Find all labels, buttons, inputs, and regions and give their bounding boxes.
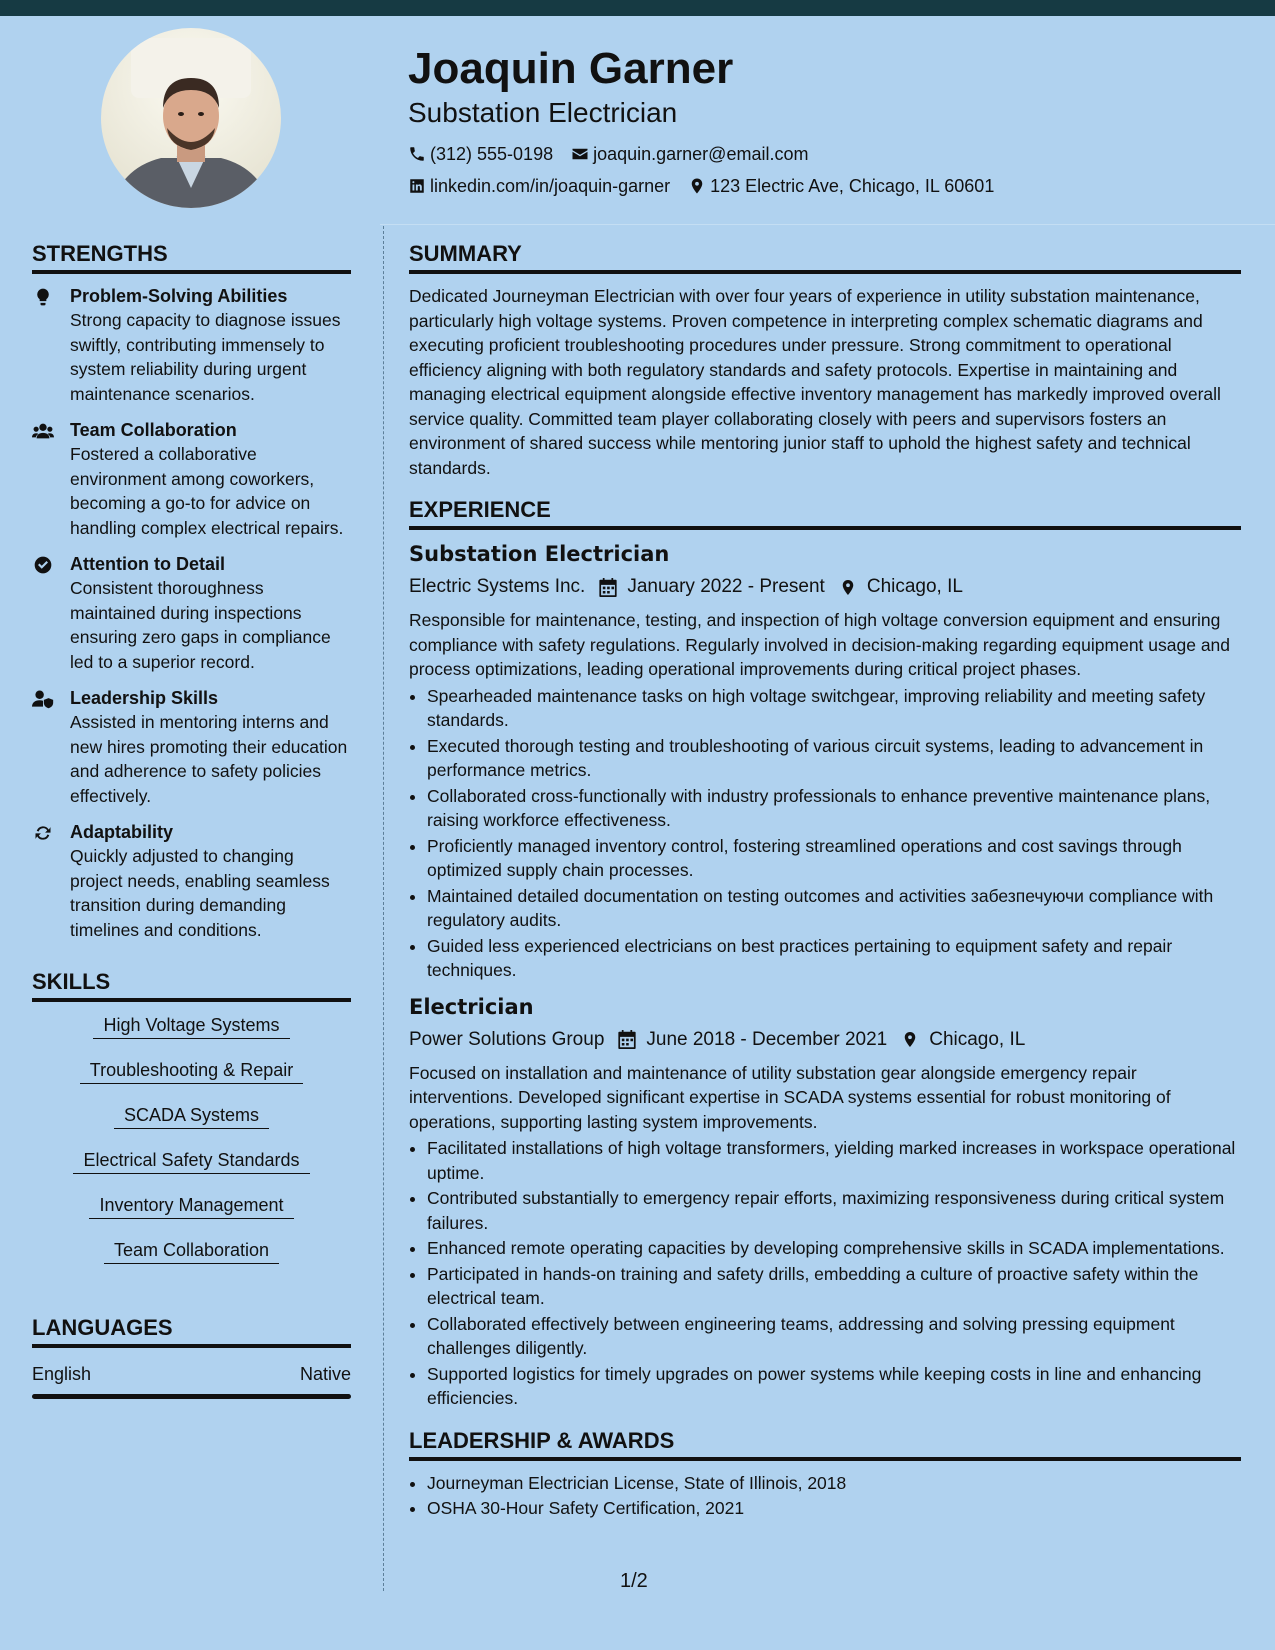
strength-item: [32, 686, 351, 808]
job-location: [901, 1025, 1025, 1055]
awards-list: [409, 1471, 1241, 1521]
skill-tag: Troubleshooting & Repair: [80, 1057, 303, 1084]
job-bullets: [409, 1136, 1241, 1411]
strength-desc: Quickly adjusted to changing project needs, enabling seamless transition during demanding timelines and conditions.: [70, 846, 330, 940]
skills-heading: SKILLS: [32, 966, 351, 1002]
strength-desc: Consistent thoroughness maintained during inspections ensuring zero gaps in compliance led to a superior record.: [70, 578, 331, 672]
phone-text: (312) 555-0198: [430, 144, 554, 164]
job-company: Electric Systems Inc.: [409, 576, 586, 597]
language-level: Native: [299, 1364, 351, 1384]
contact-row-2: [408, 170, 1248, 202]
job-dates-text: June 2018 - December 2021: [646, 1028, 888, 1050]
job-company: Power Solutions Group: [409, 1028, 605, 1050]
job-meta: [409, 1025, 1241, 1055]
job-entry: [409, 993, 1241, 1411]
job-bullet: • Spearheaded maintenance tasks on high voltage switchgear, improving reliability and meeting safety standards.: [427, 684, 1241, 733]
experience-heading: EXPERIENCE: [409, 494, 1241, 530]
job-bullet: • Enhanced remote operating capacities by developing comprehensive skills in SCADA implementations.: [427, 1236, 1241, 1261]
skill-tag: Inventory Management: [89, 1192, 293, 1219]
column-divider: [383, 226, 384, 1591]
email-contact[interactable]: [571, 138, 808, 170]
map-marker-icon: [901, 1030, 919, 1049]
job-meta: [409, 572, 1241, 602]
address-text: 123 Electric Ave, Chicago, IL 60601: [710, 176, 995, 196]
language-row: [32, 1360, 351, 1388]
skill-tag: High Voltage Systems: [93, 1012, 289, 1039]
strength-title: Team Collaboration: [70, 420, 237, 440]
job-dates: [618, 1025, 887, 1055]
award-item: • Journeyman Electrician License, State of Illinois, 2018: [427, 1471, 1241, 1496]
job-location-text: Chicago, IL: [866, 576, 963, 597]
phone-icon: [408, 145, 426, 163]
job-location-text: Chicago, IL: [929, 1028, 1026, 1050]
check-circle-icon: [32, 555, 54, 575]
linkedin-contact[interactable]: [408, 170, 670, 202]
linkedin-icon: [408, 177, 426, 195]
job-location: [839, 572, 963, 602]
strength-title: Adaptability: [70, 822, 174, 842]
resume-header: [408, 42, 1248, 202]
strength-title: Problem-Solving Abilities: [70, 286, 288, 306]
strengths-heading: STRENGTHS: [32, 238, 351, 274]
strength-title: Attention to Detail: [70, 554, 225, 574]
calendar-icon: [618, 1030, 636, 1049]
strength-desc: Strong capacity to diagnose issues swiftly, contributing immensely to system reliability during urgent maintenance scenarios.: [70, 310, 341, 404]
strength-item: [32, 284, 351, 406]
job-description: Responsible for maintenance, testing, and inspection of high voltage conversion equipment and ensuring compliance with safety regulations. Regularly involved in decision-making regarding equipment usage and process optimizations, leading operational improvements during critical project phases.: [409, 610, 1231, 679]
job-bullet: • Collaborated cross-functionally with industry professionals to enhance preventive maintenance plans, raising workforce effectiveness.: [427, 784, 1241, 833]
job-dates-text: January 2022 - Present: [627, 576, 825, 597]
languages-heading: LANGUAGES: [32, 1312, 351, 1348]
job-dates: [599, 572, 825, 602]
skill-tag: Electrical Safety Standards: [73, 1147, 309, 1174]
summary-text: Dedicated Journeyman Electrician with over four years of experience in utility substation maintenance, particularly high voltage systems. Proven competence in interpreting complex schematic diagrams and executing proficient troubleshooting procedures under pressure. Strong commitment to operational efficiency aligning with both regulatory standards and safety protocols. Expertise in maintaining and managing electrical equipment alongside effective inventory management has markedly improved overall service quality. Committed team player collaborating closely with peers and supervisors fosters an environment of shared success while mentoring junior staff to uphold the highest safety and technical standards.: [409, 286, 1221, 478]
address-contact: [688, 170, 994, 202]
job-bullet: • Supported logistics for timely upgrades on power systems while keeping costs in line and enhancing efficiencies.: [427, 1362, 1241, 1411]
summary-heading: SUMMARY: [409, 238, 1241, 274]
users-icon: [32, 421, 54, 441]
award-item: • OSHA 30-Hour Safety Certification, 2021: [427, 1496, 1241, 1521]
calendar-icon: [599, 578, 617, 597]
top-accent-bar: [0, 0, 1275, 16]
email-text[interactable]: joaquin.garner@email.com: [593, 144, 809, 164]
language-proficiency-bar: [32, 1394, 351, 1399]
job-bullet: • Contributed substantially to emergency repair efforts, maximizing responsiveness during critical system failures.: [427, 1186, 1241, 1235]
sync-icon: [32, 823, 54, 843]
map-marker-icon: [688, 177, 706, 195]
profile-photo: [101, 28, 281, 208]
job-entry: [409, 540, 1241, 983]
awards-heading: LEADERSHIP & AWARDS: [409, 1425, 1241, 1461]
skills-list: [32, 1012, 351, 1282]
strength-desc: Fostered a collaborative environment among coworkers, becoming a go-to for advice on handling complex electrical repairs.: [70, 444, 344, 538]
language-name: English: [32, 1364, 92, 1384]
job-bullet: • Maintained detailed documentation on testing outcomes and activities забезпечуючи compliance with regulatory audits.: [427, 884, 1241, 933]
skill-tag: SCADA Systems: [114, 1102, 269, 1129]
lightbulb-icon: [32, 287, 54, 307]
strength-item: [32, 552, 351, 674]
job-bullet: • Guided less experienced electricians on best practices pertaining to equipment safety and repair techniques.: [427, 934, 1241, 983]
job-bullet: • Collaborated effectively between engineering teams, addressing and solving pressing equipment challenges diligently.: [427, 1312, 1241, 1361]
job-bullet: • Facilitated installations of high voltage transformers, yielding marked increases in workspace operational uptime.: [427, 1136, 1241, 1185]
page-number: 1/2: [620, 1570, 648, 1592]
map-marker-icon: [839, 578, 857, 597]
header-divider: [380, 224, 1275, 225]
job-bullet: • Executed thorough testing and troubleshooting of various circuit systems, leading to advancement in performance metrics.: [427, 734, 1241, 783]
contact-row-1: [408, 138, 1248, 170]
profile-photo-image: [101, 28, 281, 208]
job-bullet: • Participated in hands-on training and safety drills, embedding a culture of proactive safety within the electrical team.: [427, 1262, 1241, 1311]
strength-item: [32, 418, 351, 540]
job-title: Electrician: [409, 994, 534, 1019]
phone-contact: [408, 138, 553, 170]
candidate-name: Joaquin Garner: [408, 44, 734, 93]
envelope-icon: [571, 145, 589, 163]
strength-item: [32, 820, 351, 942]
job-description: Focused on installation and maintenance of utility substation gear alongside emergency repair interventions. Developed significant expertise in SCADA systems essential for robust monitoring of operations, supporting lasting system improvements.: [409, 1062, 1171, 1132]
job-bullet: • Proficiently managed inventory control, fostering streamlined operations and cost savings through optimized supply chain processes.: [427, 834, 1241, 883]
strength-desc: Assisted in mentoring interns and new hires promoting their education and adherence to safety policies effectively.: [70, 712, 348, 806]
right-column: [409, 238, 1241, 1522]
skill-tag: Team Collaboration: [104, 1237, 279, 1264]
job-bullets: [409, 684, 1241, 983]
linkedin-text[interactable]: linkedin.com/in/joaquin-garner: [430, 176, 671, 196]
left-column: [32, 238, 351, 1399]
job-title: Substation Electrician: [409, 542, 670, 566]
user-shield-icon: [32, 689, 54, 709]
candidate-title: Substation Electrician: [408, 97, 678, 128]
strength-title: Leadership Skills: [70, 688, 219, 708]
